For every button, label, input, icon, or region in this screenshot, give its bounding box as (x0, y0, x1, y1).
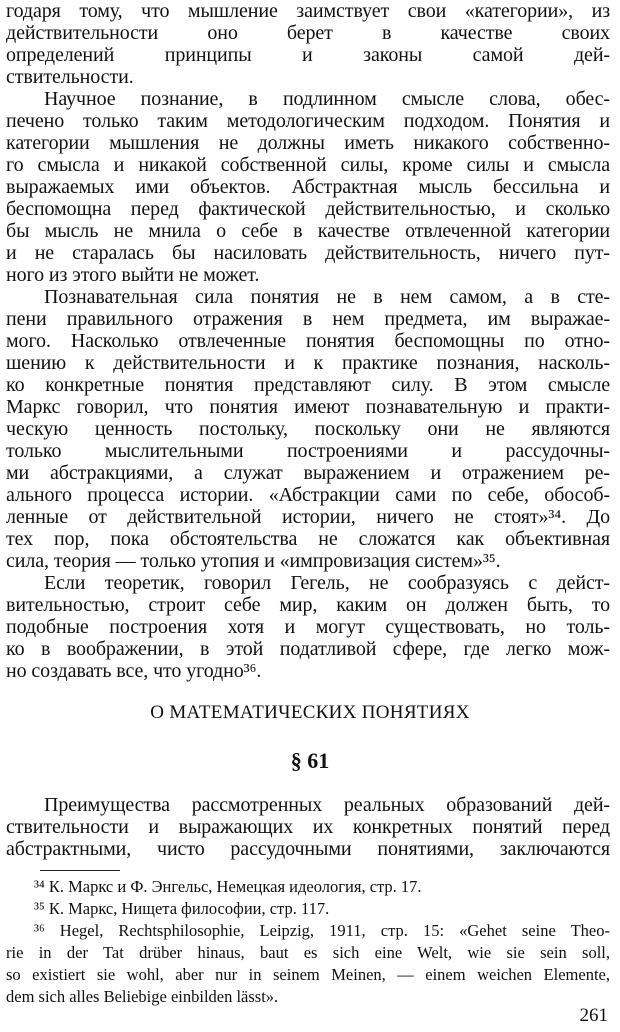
text-line: определений принципы и законы самой дей- (6, 44, 610, 66)
footnote-divider (40, 870, 120, 871)
text-line: бы мысль не мнила о себе в качестве отвлеченной категории (6, 220, 610, 242)
text-line: Маркс говорил, что понятия имеют познавательную и практи- (6, 396, 610, 418)
text-line: тех пор, пока обстоятельства не сложатся как объективная (6, 528, 610, 550)
text-line: пени правильного отражения в нем предмета, им выражае- (6, 308, 610, 330)
text-line: но создавать все, что угодно³⁶. (6, 660, 262, 682)
footnote: ³⁴ К. Маркс и Ф. Энгельс, Немецкая идеология, стр. 17. (34, 877, 422, 896)
text-line: Если теоретик, говорил Гегель, не сообразуясь с дейст- (44, 572, 610, 594)
text-line: Преимущества рассмотренных реальных образований дей- (44, 794, 610, 816)
text-line: действительности оно берет в качестве своих (6, 22, 610, 44)
text-line: подобные построения хотя и могут существовать, но толь- (6, 616, 610, 638)
text-line: печено только таким методологическим подходом. Понятия и (6, 110, 610, 132)
text-line: сила, теория — только утопия и «импровизация систем»³⁵. (6, 550, 501, 572)
text-line: ческую ценность постольку, поскольку они не являются (6, 418, 610, 440)
text-line: ми абстракциями, а служат выражением и отражением ре- (6, 462, 610, 484)
text-line: шению к действительности и к практике познания, насколь- (6, 352, 610, 374)
footnote-line: dem sich alles Beliebige einbilden lässt». (6, 987, 279, 1006)
text-line: ко в воображении, в этой податливой сфере, где легко мож- (6, 638, 610, 660)
text-line: вительностью, строит себе мир, каким он должен быть, то (6, 594, 610, 616)
page-number: 261 (579, 1005, 608, 1026)
text-line: выражаемых ими объектов. Абстрактная мысль бессильна и (6, 176, 610, 198)
text-line: ко конкретные понятия представляют силу. В этом смысле (6, 374, 610, 396)
text-line: ствительности и выражающих их конкретных понятий перед (6, 816, 610, 838)
text-line: абстрактными, чисто рассудочными понятиями, заключаются (6, 838, 610, 860)
text-line: ного из этого выйти не может. (6, 264, 260, 286)
text-line: ленные от действительной истории, ничего не стоят»³⁴. До (6, 506, 610, 528)
text-line: только мыслительными построениями и рассудочны- (6, 440, 610, 462)
footnote-line: so existiert sie wohl, aber nur in seinem Meinen, — einem weichen Elemente, (6, 965, 610, 984)
chapter-heading: О МАТЕМАТИЧЕСКИХ ПОНЯТИЯХ (150, 702, 470, 723)
text-line: годаря тому, что мышление заимствует свои «категории», из (6, 0, 610, 22)
text-line: ствительности. (6, 66, 134, 88)
text-line: ального процесса истории. «Абстракции сами по себе, обособ- (6, 484, 610, 506)
text-line: категории мышления не должны иметь никакого собственно- (6, 132, 610, 154)
text-line: го смысла и никакой собственной силы, кроме силы и смысла (6, 154, 610, 176)
text-line: мого. Насколько отвлеченные понятия беспомощны по отно- (6, 330, 610, 352)
text-line: Научное познание, в подлинном смысле слова, обес- (44, 88, 610, 110)
text-line: Познавательная сила понятия не в нем самом, а в сте- (44, 286, 610, 308)
footnote: ³⁶ Hegel, Rechtsphilosophie, Leipzig, 1911, стр. 15: «Gehet seine Theo- (34, 921, 610, 940)
footnote: ³⁵ К. Маркс, Нищета философии, стр. 117. (34, 899, 330, 918)
text-line: беспомощна перед фактической действительностью, и сколько (6, 198, 610, 220)
text-line: и не старалась бы насиловать действительность, ничего пут- (6, 242, 610, 264)
footnote-line: rie in der Tat drüber hinaus, baut es sich eine Welt, wie sie sein soll, (6, 943, 610, 962)
section-number: § 61 (290, 748, 330, 773)
